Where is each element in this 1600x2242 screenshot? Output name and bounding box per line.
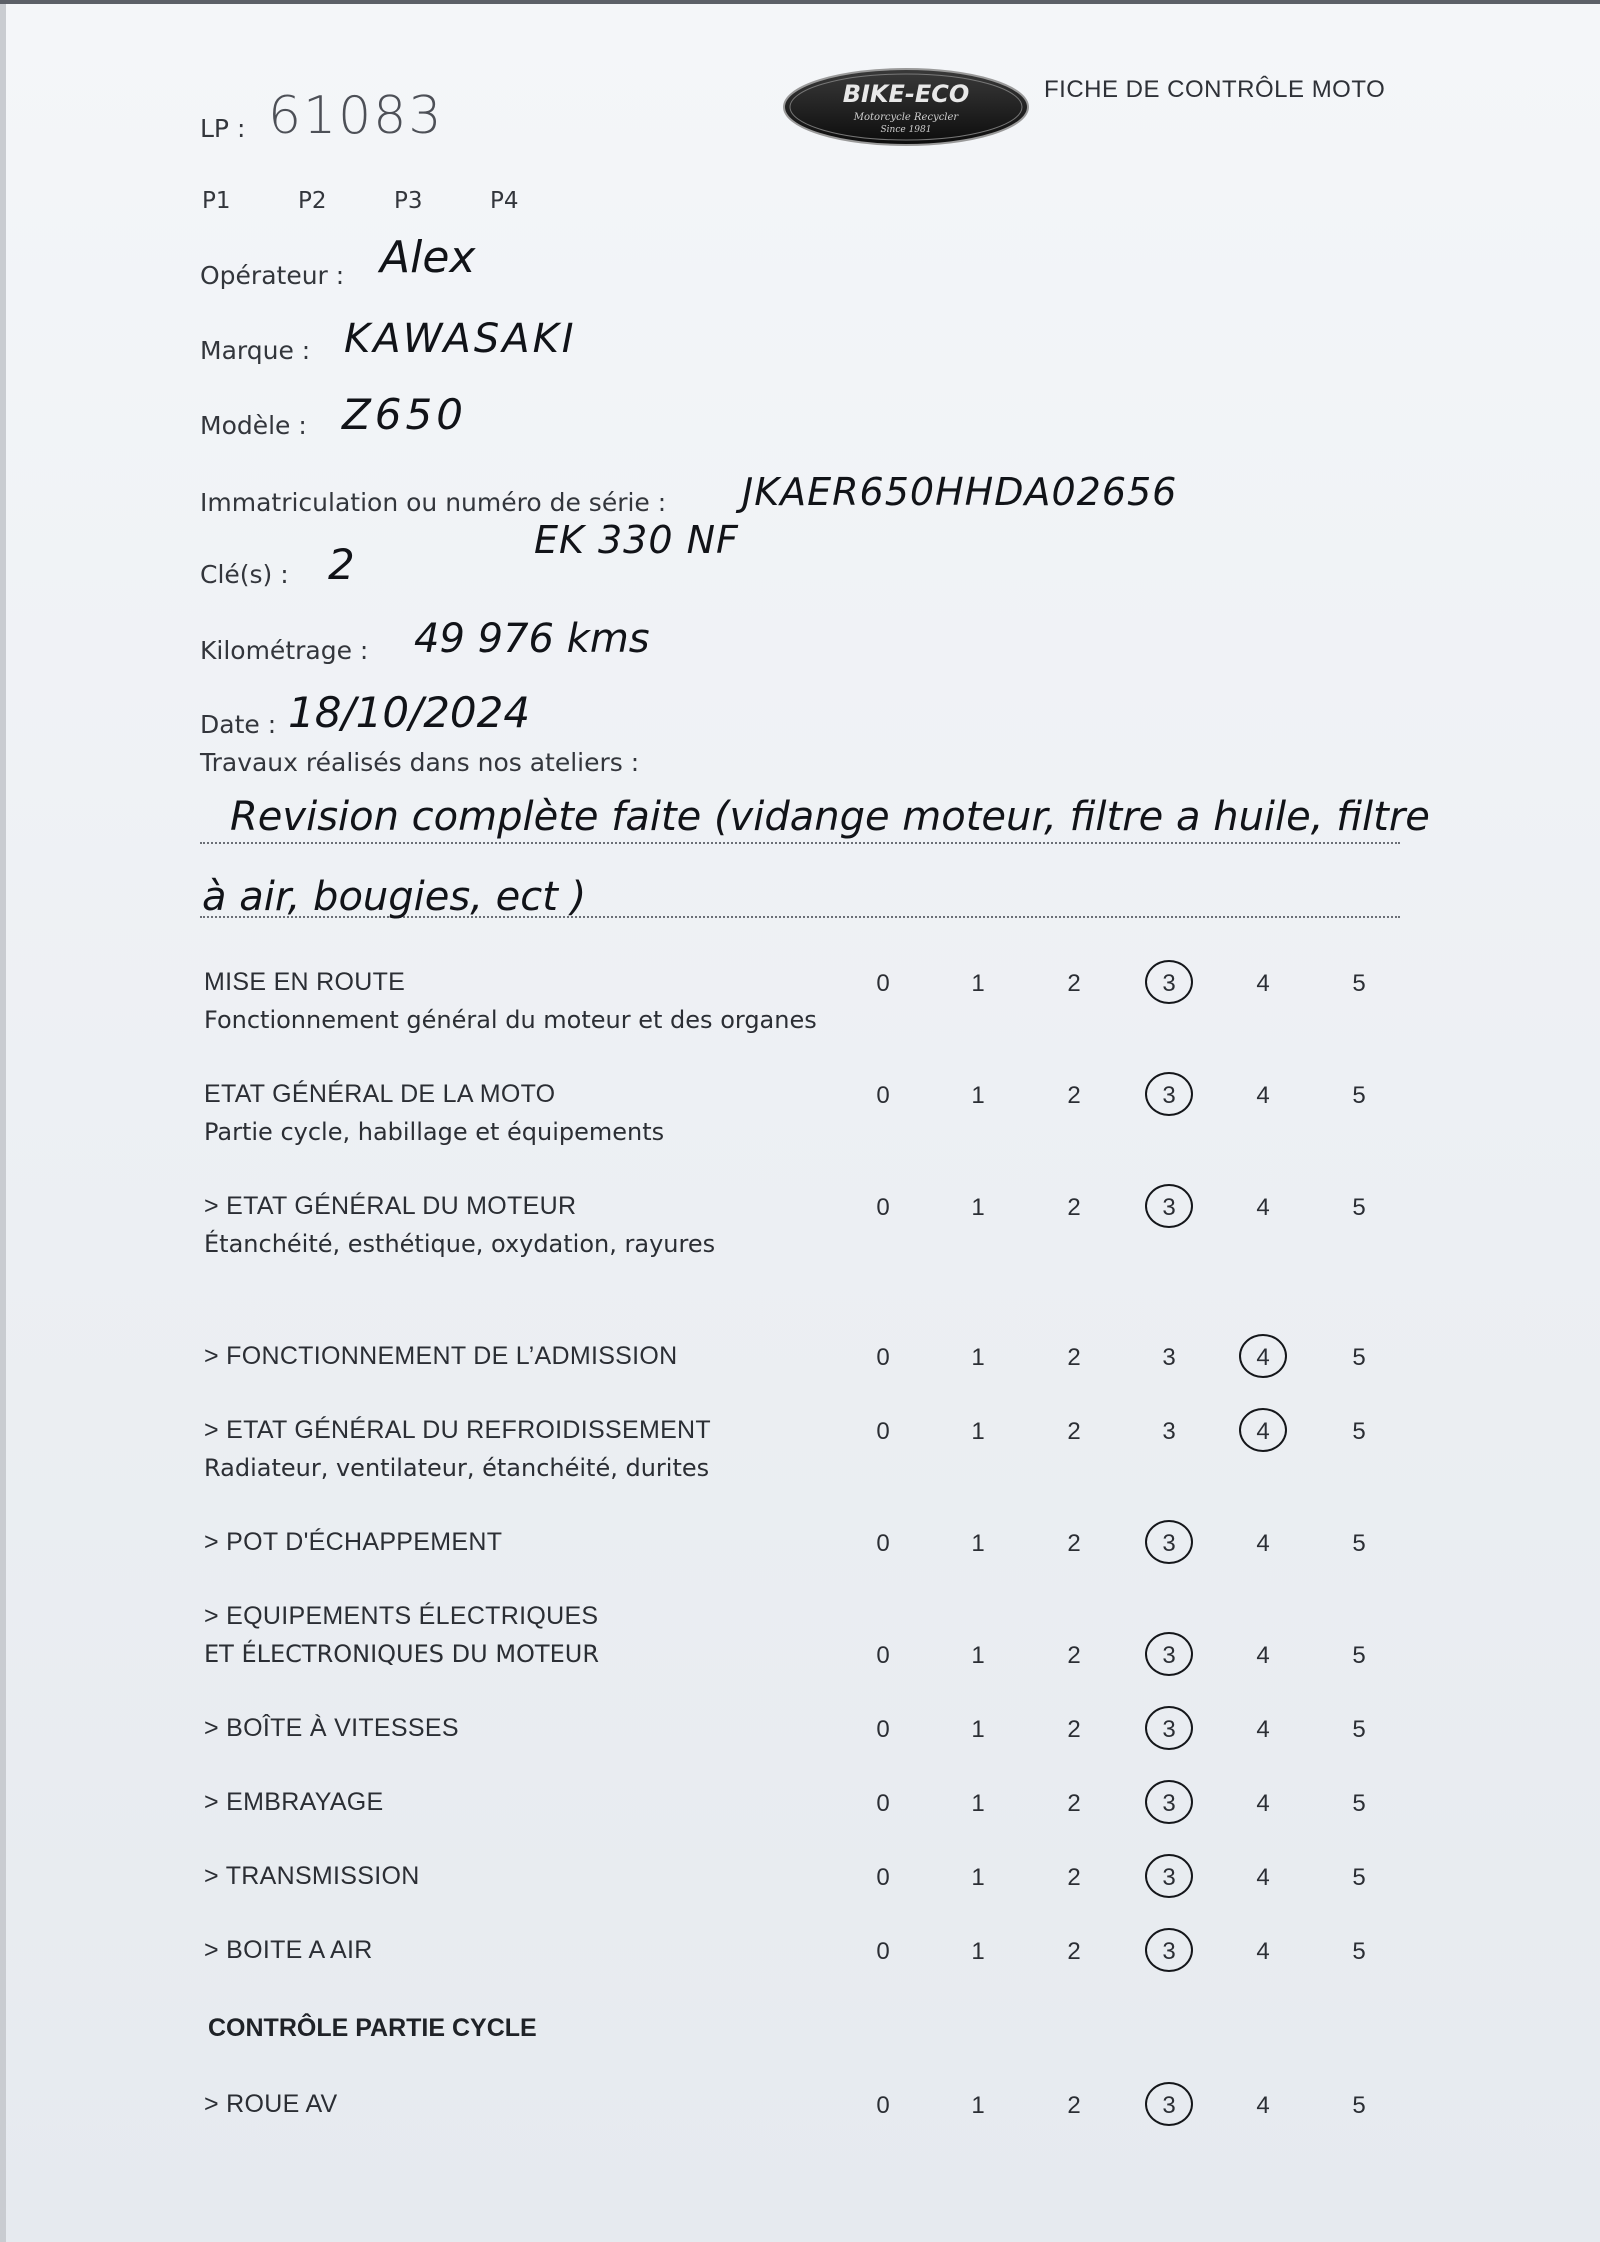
model-label: Modèle :	[200, 411, 307, 440]
lp-label: LP :	[200, 114, 246, 143]
check-row-5-score-4[interactable]: 4	[1256, 1418, 1270, 1445]
check-row-11-title: > BOITE A AIR	[204, 1936, 373, 1964]
check-row-2-selected-circle	[1145, 1072, 1193, 1116]
cycle-check-row-1-title: > ROUE AV	[204, 2090, 338, 2118]
check-row-2-title: ETAT GÉNÉRAL DE LA MOTO	[204, 1080, 556, 1108]
check-row-5-score-2[interactable]: 2	[1067, 1418, 1081, 1445]
model-value: Z650	[342, 390, 467, 439]
check-row-7-selected-circle	[1145, 1632, 1193, 1676]
check-row-6-score-5[interactable]: 5	[1352, 1530, 1366, 1557]
check-row-5-score-1[interactable]: 1	[971, 1418, 985, 1445]
bike-eco-logo	[782, 66, 1030, 148]
check-row-10-score-0[interactable]: 0	[876, 1864, 890, 1891]
check-row-1-subtitle: Fonctionnement général du moteur et des organes	[204, 1006, 817, 1034]
check-row-11-score-2[interactable]: 2	[1067, 1938, 1081, 1965]
check-row-10-score-4[interactable]: 4	[1256, 1864, 1270, 1891]
position-p3[interactable]: P3	[394, 188, 423, 214]
check-row-4-score-5[interactable]: 5	[1352, 1344, 1366, 1371]
check-row-3-subtitle: Étanchéité, esthétique, oxydation, rayures	[204, 1230, 716, 1258]
date-label: Date :	[200, 710, 277, 739]
check-row-3-score-4[interactable]: 4	[1256, 1194, 1270, 1221]
check-row-2-score-4[interactable]: 4	[1256, 1082, 1270, 1109]
check-row-10-selected-circle	[1145, 1854, 1193, 1898]
check-row-9-score-2[interactable]: 2	[1067, 1790, 1081, 1817]
check-row-11-score-4[interactable]: 4	[1256, 1938, 1270, 1965]
check-row-4-score-0[interactable]: 0	[876, 1344, 890, 1371]
check-row-4-score-4[interactable]: 4	[1256, 1344, 1270, 1371]
check-row-6-title: > POT D'ÉCHAPPEMENT	[204, 1528, 503, 1556]
check-row-7-score-4[interactable]: 4	[1256, 1642, 1270, 1669]
check-row-1-title: MISE EN ROUTE	[204, 968, 406, 996]
check-row-10-title: > TRANSMISSION	[204, 1862, 420, 1890]
check-row-6-score-3[interactable]: 3	[1162, 1530, 1176, 1557]
mileage-label: Kilométrage :	[200, 636, 369, 665]
check-row-5-selected-circle	[1239, 1408, 1287, 1452]
document-title: FICHE DE CONTRÔLE MOTO	[1044, 76, 1386, 103]
plate-value: EK 330 NF	[534, 518, 739, 562]
check-row-7-subtitle: ET ÉLECTRONIQUES DU MOTEUR	[204, 1640, 599, 1668]
check-row-2-score-1[interactable]: 1	[971, 1082, 985, 1109]
check-row-1-score-3[interactable]: 3	[1162, 970, 1176, 997]
serial-label: Immatriculation ou numéro de série :	[200, 488, 667, 517]
cycle-check-row-1-score-5[interactable]: 5	[1352, 2092, 1366, 2119]
check-row-9-title: > EMBRAYAGE	[204, 1788, 384, 1816]
operator-label: Opérateur :	[200, 261, 345, 290]
mileage-value: 49 976 kms	[414, 616, 650, 662]
check-row-8-score-4[interactable]: 4	[1256, 1716, 1270, 1743]
check-row-9-selected-circle	[1145, 1780, 1193, 1824]
check-row-3-score-5[interactable]: 5	[1352, 1194, 1366, 1221]
check-row-7-score-5[interactable]: 5	[1352, 1642, 1366, 1669]
check-row-2-subtitle: Partie cycle, habillage et équipements	[204, 1118, 665, 1146]
check-row-1-score-4[interactable]: 4	[1256, 970, 1270, 997]
check-row-8-score-0[interactable]: 0	[876, 1716, 890, 1743]
check-row-9-score-1[interactable]: 1	[971, 1790, 985, 1817]
position-p2[interactable]: P2	[298, 188, 327, 214]
check-row-11-score-5[interactable]: 5	[1352, 1938, 1366, 1965]
check-row-9-score-4[interactable]: 4	[1256, 1790, 1270, 1817]
check-row-2-score-0[interactable]: 0	[876, 1082, 890, 1109]
works-text-line1: Revision complète faite (vidange moteur, filtre a huile, filtre	[230, 794, 1430, 840]
check-row-8-score-3[interactable]: 3	[1162, 1716, 1176, 1743]
keys-label: Clé(s) :	[200, 560, 289, 589]
logo-subtitle: Motorcycle Recycler	[853, 112, 959, 123]
check-row-1-selected-circle	[1145, 960, 1193, 1004]
cycle-check-row-1-score-3[interactable]: 3	[1162, 2092, 1176, 2119]
check-row-5-score-5[interactable]: 5	[1352, 1418, 1366, 1445]
check-row-11-score-1[interactable]: 1	[971, 1938, 985, 1965]
serial-value: JKAER650HHDA02656	[742, 470, 1178, 514]
check-row-6-score-0[interactable]: 0	[876, 1530, 890, 1557]
check-row-11-selected-circle	[1145, 1928, 1193, 1972]
check-row-4-score-3[interactable]: 3	[1162, 1344, 1176, 1371]
check-row-6-score-1[interactable]: 1	[971, 1530, 985, 1557]
check-row-6-score-2[interactable]: 2	[1067, 1530, 1081, 1557]
check-row-5-score-0[interactable]: 0	[876, 1418, 890, 1445]
check-row-5-subtitle: Radiateur, ventilateur, étanchéité, durites	[204, 1454, 710, 1482]
lp-value: 61083	[268, 86, 444, 146]
check-row-9-score-0[interactable]: 0	[876, 1790, 890, 1817]
date-value: 18/10/2024	[288, 688, 531, 737]
check-row-3-score-2[interactable]: 2	[1067, 1194, 1081, 1221]
keys-value: 2	[328, 540, 355, 589]
position-p1[interactable]: P1	[202, 188, 231, 214]
position-p4[interactable]: P4	[490, 188, 519, 214]
check-row-5-title: > ETAT GÉNÉRAL DU REFROIDISSEMENT	[204, 1416, 711, 1444]
check-row-7-score-0[interactable]: 0	[876, 1642, 890, 1669]
check-row-7-score-2[interactable]: 2	[1067, 1642, 1081, 1669]
cycle-check-row-1-score-1[interactable]: 1	[971, 2092, 985, 2119]
section-heading-cycle: CONTRÔLE PARTIE CYCLE	[208, 2014, 537, 2042]
works-line-1	[200, 842, 1400, 844]
check-row-3-selected-circle	[1145, 1184, 1193, 1228]
cycle-check-row-1-selected-circle	[1145, 2082, 1193, 2126]
check-row-10-score-1[interactable]: 1	[971, 1864, 985, 1891]
check-row-4-score-1[interactable]: 1	[971, 1344, 985, 1371]
check-row-4-selected-circle	[1239, 1334, 1287, 1378]
check-row-7-score-3[interactable]: 3	[1162, 1642, 1176, 1669]
cycle-check-row-1-score-4[interactable]: 4	[1256, 2092, 1270, 2119]
check-row-3-title: > ETAT GÉNÉRAL DU MOTEUR	[204, 1192, 577, 1220]
check-row-8-score-1[interactable]: 1	[971, 1716, 985, 1743]
check-row-3-score-3[interactable]: 3	[1162, 1194, 1176, 1221]
works-text-line2: à air, bougies, ect )	[202, 874, 587, 920]
check-row-2-score-5[interactable]: 5	[1352, 1082, 1366, 1109]
cycle-check-row-1-score-2[interactable]: 2	[1067, 2092, 1081, 2119]
check-row-7-title: > EQUIPEMENTS ÉLECTRIQUES	[204, 1602, 599, 1630]
check-row-3-score-1[interactable]: 1	[971, 1194, 985, 1221]
check-row-10-score-3[interactable]: 3	[1162, 1864, 1176, 1891]
operator-value: Alex	[380, 232, 476, 283]
check-row-1-score-0[interactable]: 0	[876, 970, 890, 997]
check-row-6-selected-circle	[1145, 1520, 1193, 1564]
check-row-11-score-3[interactable]: 3	[1162, 1938, 1176, 1965]
check-row-2-score-2[interactable]: 2	[1067, 1082, 1081, 1109]
logo-since: Since 1981	[880, 125, 932, 135]
check-row-4-score-2[interactable]: 2	[1067, 1344, 1081, 1371]
brand-label: Marque :	[200, 336, 311, 365]
logo-text: BIKE-ECO	[842, 80, 970, 108]
works-label: Travaux réalisés dans nos ateliers :	[200, 748, 640, 777]
check-row-2-score-3[interactable]: 3	[1162, 1082, 1176, 1109]
check-row-5-score-3[interactable]: 3	[1162, 1418, 1176, 1445]
check-row-8-score-2[interactable]: 2	[1067, 1716, 1081, 1743]
check-row-1-score-1[interactable]: 1	[971, 970, 985, 997]
check-row-7-score-1[interactable]: 1	[971, 1642, 985, 1669]
check-row-8-title: > BOÎTE À VITESSES	[204, 1714, 459, 1742]
check-row-1-score-2[interactable]: 2	[1067, 970, 1081, 997]
check-row-10-score-2[interactable]: 2	[1067, 1864, 1081, 1891]
check-row-4-title: > FONCTIONNEMENT DE L’ADMISSION	[204, 1342, 678, 1370]
control-sheet	[6, 4, 1600, 2242]
check-row-9-score-3[interactable]: 3	[1162, 1790, 1176, 1817]
check-row-6-score-4[interactable]: 4	[1256, 1530, 1270, 1557]
check-row-8-score-5[interactable]: 5	[1352, 1716, 1366, 1743]
check-row-3-score-0[interactable]: 0	[876, 1194, 890, 1221]
check-row-8-selected-circle	[1145, 1706, 1193, 1750]
check-row-9-score-5[interactable]: 5	[1352, 1790, 1366, 1817]
check-row-11-score-0[interactable]: 0	[876, 1938, 890, 1965]
check-row-1-score-5[interactable]: 5	[1352, 970, 1366, 997]
brand-value: KAWASAKI	[344, 316, 577, 362]
check-row-10-score-5[interactable]: 5	[1352, 1864, 1366, 1891]
cycle-check-row-1-score-0[interactable]: 0	[876, 2092, 890, 2119]
